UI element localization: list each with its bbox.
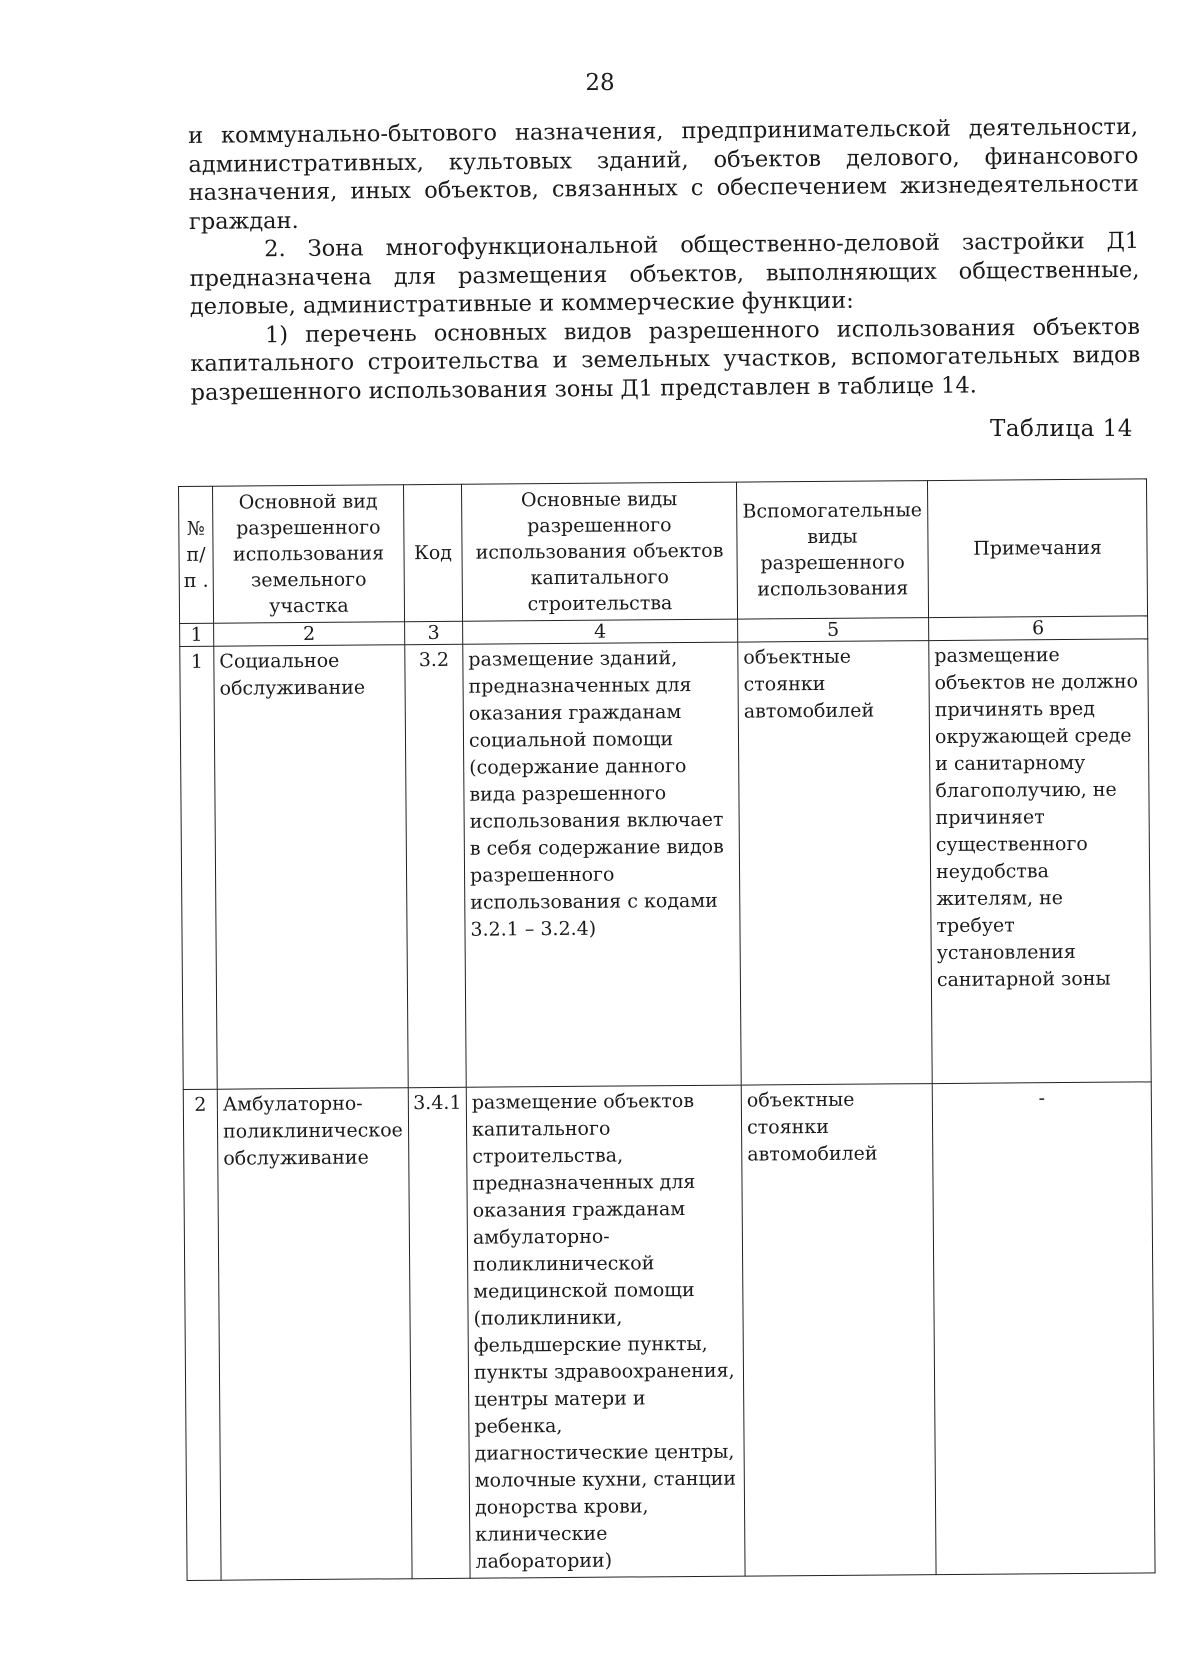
column-number: 6 <box>929 616 1148 641</box>
cell-code: 3.2 <box>405 644 466 1087</box>
cell-main-use: Социальное обслуживание <box>214 645 408 1089</box>
cell-num: 2 <box>183 1089 221 1580</box>
cell-capital-use: размещение зданий, предназначенных для оказания гражданам социальной помощи (содержание данного вида разрешенного использования включает в себя содержание видов разрешенного использования с кодами 3.2.1 – 3.2.4) <box>463 642 741 1087</box>
cell-num: 1 <box>180 646 217 1089</box>
header-auxiliary: Вспомогательные виды разрешенного использования <box>736 481 928 619</box>
paragraph-continuation: и коммунально-бытового назначения, предпринимательской деятельности, административных, культовых зданий, объектов делового, финансового назначения, иных объектов, связанных с обеспечением жизнедеятельности граждан. <box>188 113 1139 235</box>
table-container <box>178 478 1155 1581</box>
column-number: 1 <box>180 623 214 646</box>
header-capital-use: Основные виды разрешенного использования объектов капитального строительства <box>461 482 737 621</box>
cell-code: 3.4.1 <box>408 1087 470 1578</box>
table-caption: Таблица 14 <box>990 416 1133 442</box>
column-number: 4 <box>463 619 738 644</box>
page-number: 28 <box>585 70 615 96</box>
table-header-row <box>179 479 1148 624</box>
paragraph-list-intro: 1) перечень основных видов разрешенного использования объектов капитального строительства и земельных участков, вспомогательных видов разрешенного использования зоны Д1 представлен в таблице 14. <box>190 313 1141 406</box>
permitted-use-table <box>178 478 1156 1581</box>
cell-notes: размещение объектов не должно причинять вред окружающей среде и санитарному благополучию, не причиняет существенного неудобства жителям, не требует установления санитарной зоны <box>929 639 1151 1084</box>
cell-notes: - <box>932 1082 1155 1575</box>
column-number: 5 <box>738 618 929 642</box>
table-row <box>180 639 1151 1090</box>
table-row <box>183 1082 1155 1581</box>
body-text <box>188 113 1141 407</box>
cell-main-use: Амбулаторно-поликлиническое обслуживание <box>217 1088 412 1580</box>
paragraph-zone-d1: 2. Зона многофункциональной общественно-деловой застройки Д1 предназначена для размещения объектов, выполняющих общественные, деловые, административные и коммерческие функции: <box>189 227 1140 320</box>
header-main-use: Основной вид разрешенного использования земельного участка <box>213 485 405 623</box>
column-number: 3 <box>405 621 463 644</box>
cell-capital-use: размещение объектов капитального строительства, предназначенных для оказания гражданам амбулаторно-поликлинической медицинской помощи (поликлиники, фельдшерские пункты, пункты здравоохранения, центры матери и ребенка, диагностические центры, молочные кухни, станции донорства крови, клинические лаборатории) <box>466 1085 745 1578</box>
cell-auxiliary: объектные стоянки автомобилей <box>741 1084 936 1576</box>
header-code: Код <box>403 484 462 621</box>
header-notes: Примечания <box>927 479 1147 618</box>
cell-auxiliary: объектные стоянки автомобилей <box>738 641 932 1085</box>
column-number: 2 <box>214 622 405 646</box>
header-num: № п/п . <box>179 486 214 623</box>
